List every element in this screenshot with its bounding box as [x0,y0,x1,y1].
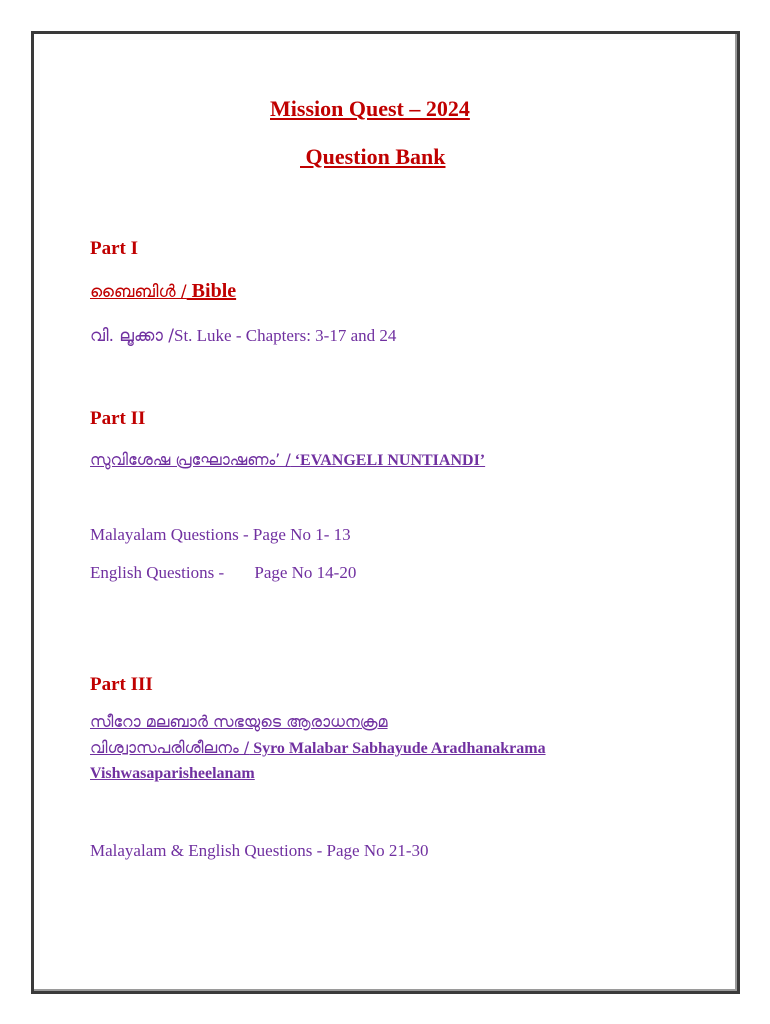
part3-questions: Malayalam & English Questions - Page No 21-30 [90,841,429,860]
document-subtitle: Question Bank [300,144,446,169]
part3-topic-line1 [90,712,388,732]
part1-topic-en: Bible [186,280,237,302]
part3-topic-en-line3: Vishwasaparisheelanam [90,765,255,782]
part2-topic [90,450,485,470]
part2-english-questions [90,563,356,583]
part1-sub-en: St. Luke - Chapters: 3-17 and 24 [174,326,397,345]
document-title: Mission Quest – 2024 [270,96,470,121]
part2-heading: Part II [90,408,146,429]
part1-subtopic [90,326,396,346]
part2-topic-en: ‘EVANGELI NUNTIANDI’ [290,452,486,469]
part3-topic-line3 [90,765,255,783]
part3-heading: Part III [90,674,153,695]
part3-topic-line2 [90,738,546,758]
part2-english-label: English Questions - [90,563,229,582]
part2-malayalam-questions: Malayalam Questions - Page No 1- 13 [90,525,351,544]
part1-topic [90,280,236,303]
part3-topic-ml-line1: സീറോ മലബാർ സഭയുടെ ആരാധനക്രമ [90,712,388,731]
part1-sub-ml: വി. ലൂക്കാ / [90,326,174,346]
part3-topic-en-line2: Syro Malabar Sabhayude Aradhanakrama [249,740,546,757]
part3-topic-ml-line2: വിശ്വാസപരിശീലനം / [90,738,250,757]
part1-heading: Part I [90,238,139,259]
part2-english-page: Page No 14-20 [254,563,357,582]
part1-topic-ml: ബൈബിൾ / [90,282,187,302]
part2-topic-ml: സുവിശേഷ പ്രഘോഷണം’ / [90,450,291,469]
